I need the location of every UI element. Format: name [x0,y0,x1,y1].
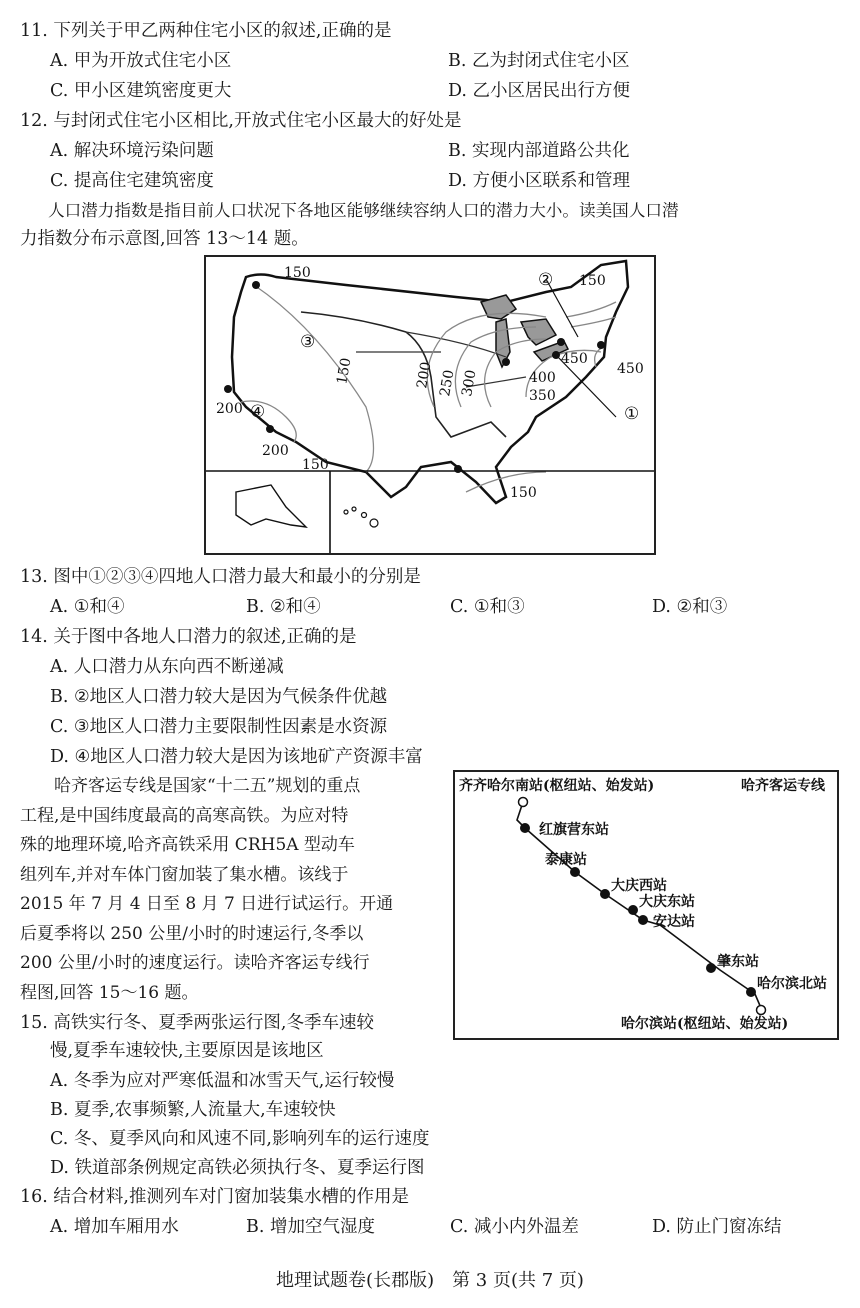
end-station-marker [757,1006,766,1015]
contour-label: 200 [262,443,289,459]
q14-option-c: C. ③地区人口潜力主要限制性因素是水资源 [50,717,388,737]
q16-option-b: B. 增加空气湿度 [246,1217,375,1237]
q15-option-c: C. 冬、夏季风向和风速不同,影响列车的运行速度 [50,1129,430,1149]
q12-stem: 12. 与封闭式住宅小区相比,开放式住宅小区最大的好处是 [20,111,462,131]
q11-option-d: D. 乙小区居民出行方便 [448,81,631,101]
contour-label: 150 [334,356,355,386]
contour-label: 150 [579,273,606,289]
q14-option-d: D. ④地区人口潜力较大是因为该地矿产资源丰富 [50,747,423,767]
q12-option-c: C. 提高住宅建筑密度 [50,171,214,191]
contour-label: 200 [216,401,243,417]
intro-15-line: 组列车,并对车体门窗加装了集水槽。该线于 [20,864,349,885]
station-label: 安达站 [653,914,695,930]
intro-15-paragraph [20,772,393,1008]
station-label: 大庆东站 [639,894,695,910]
isoline-ne [566,302,616,327]
q14-option-a: A. 人口潜力从东向西不断递减 [50,657,284,677]
q16-option-d: D. 防止门窗冻结 [652,1217,782,1237]
q14-stem: 14. 关于图中各地人口潜力的叙述,正确的是 [20,627,357,647]
q13-option-c: C. ①和③ [450,597,525,617]
intro-15-line: 哈齐客运专线是国家“十二五”规划的重点 [20,776,361,796]
route-svg [455,772,837,1038]
q15-option-b: B. 夏季,农事频繁,人流量大,车速较快 [50,1100,336,1120]
station-label: 泰康站 [545,852,587,868]
q16-option-c: C. 减小内外温差 [450,1217,579,1237]
marker-4-label: ④ [250,402,266,422]
contour-label: 200 [414,360,435,390]
intro-15-line: 殊的地理环境,哈齐高铁采用 CRH5A 型动车 [20,835,355,855]
page-footer: 地理试题卷(长郡版) 第 3 页(共 7 页) [276,1270,584,1291]
q15-option-a: A. 冬季为应对严寒低温和冰雪天气,运行较慢 [50,1071,395,1091]
contour-label: 250 [437,368,458,398]
q11-option-c: C. 甲小区建筑密度更大 [50,81,232,101]
q16-stem: 16. 结合材料,推测列车对门窗加装集水槽的作用是 [20,1187,409,1207]
station-label: 哈尔滨北站 [757,976,827,992]
q12-option-a: A. 解决环境污染问题 [50,141,214,161]
contour-label: 150 [510,485,537,501]
contour-label: 400 [529,370,556,386]
station-label: 红旗营东站 [539,822,609,838]
q13-option-a: A. ①和④ [50,597,125,617]
hawaii-islands [344,507,378,527]
q15-stem-line2: 慢,夏季车速较快,主要原因是该地区 [50,1041,324,1061]
q14-option-b: B. ②地区人口潜力较大是因为气候条件优越 [50,687,388,707]
us-map-svg [206,257,654,553]
intro-15-line: 程图,回答 15～16 题。 [20,982,199,1003]
q12-option-d: D. 方便小区联系和管理 [448,171,631,191]
q13-stem: 13. 图中①②③④四地人口潜力最大和最小的分别是 [20,567,421,587]
marker-2-label: ② [538,270,554,290]
q12-option-b: B. 实现内部道路公共化 [448,141,630,161]
intro-13-line2: 力指数分布示意图,回答 13～14 题。 [20,229,309,249]
q16-option-a: A. 增加车厢用水 [50,1217,179,1237]
contour-label: 350 [529,388,556,404]
q13-option-d: D. ②和③ [652,597,728,617]
railway-route-diagram [453,770,839,1040]
intro-15-line: 200 公里/小时的速度运行。读哈齐客运专线行 [20,953,370,973]
q11-option-b: B. 乙为封闭式住宅小区 [448,51,630,71]
marker-3-label: ③ [300,332,316,352]
contour-label: 150 [284,265,311,281]
contour-label: 450 [617,361,644,377]
start-station-marker [519,798,528,807]
q11-stem: 11. 下列关于甲乙两种住宅小区的叙述,正确的是 [20,21,392,41]
q11-option-a: A. 甲为开放式住宅小区 [50,51,232,71]
route-title: 哈齐客运专线 [741,778,825,794]
q15-stem-line1: 15. 高铁实行冬、夏季两张运行图,冬季车速较 [20,1013,374,1033]
contour-label: 300 [459,368,480,398]
intro-15-line: 后夏季将以 250 公里/小时的时速运行,冬季以 [20,923,364,944]
station-label: 大庆西站 [611,878,667,894]
marker-1-label: ① [624,404,640,424]
intro-13-line1: 人口潜力指数是指目前人口状况下各地区能够继续容纳人口的潜力大小。读美国人口潜 [48,201,679,220]
us-population-potential-map [204,255,656,555]
q13-option-b: B. ②和④ [246,597,321,617]
intro-15-line: 2015 年 7 月 4 日至 8 月 7 日进行试运行。开通 [20,894,394,914]
station-label: 肇东站 [717,954,759,970]
intro-15-line: 工程,是中国纬度最高的高寒高铁。为应对特 [20,805,349,826]
alaska-outline [236,485,306,527]
contour-label: 150 [302,457,329,473]
q15-option-d: D. 铁道部条例规定高铁必须执行冬、夏季运行图 [50,1158,425,1178]
contour-label: 450 [561,351,588,367]
route-end-label: 哈尔滨站(枢纽站、始发站) [621,1016,789,1032]
route-start-label: 齐齐哈尔南站(枢纽站、始发站) [459,778,655,794]
